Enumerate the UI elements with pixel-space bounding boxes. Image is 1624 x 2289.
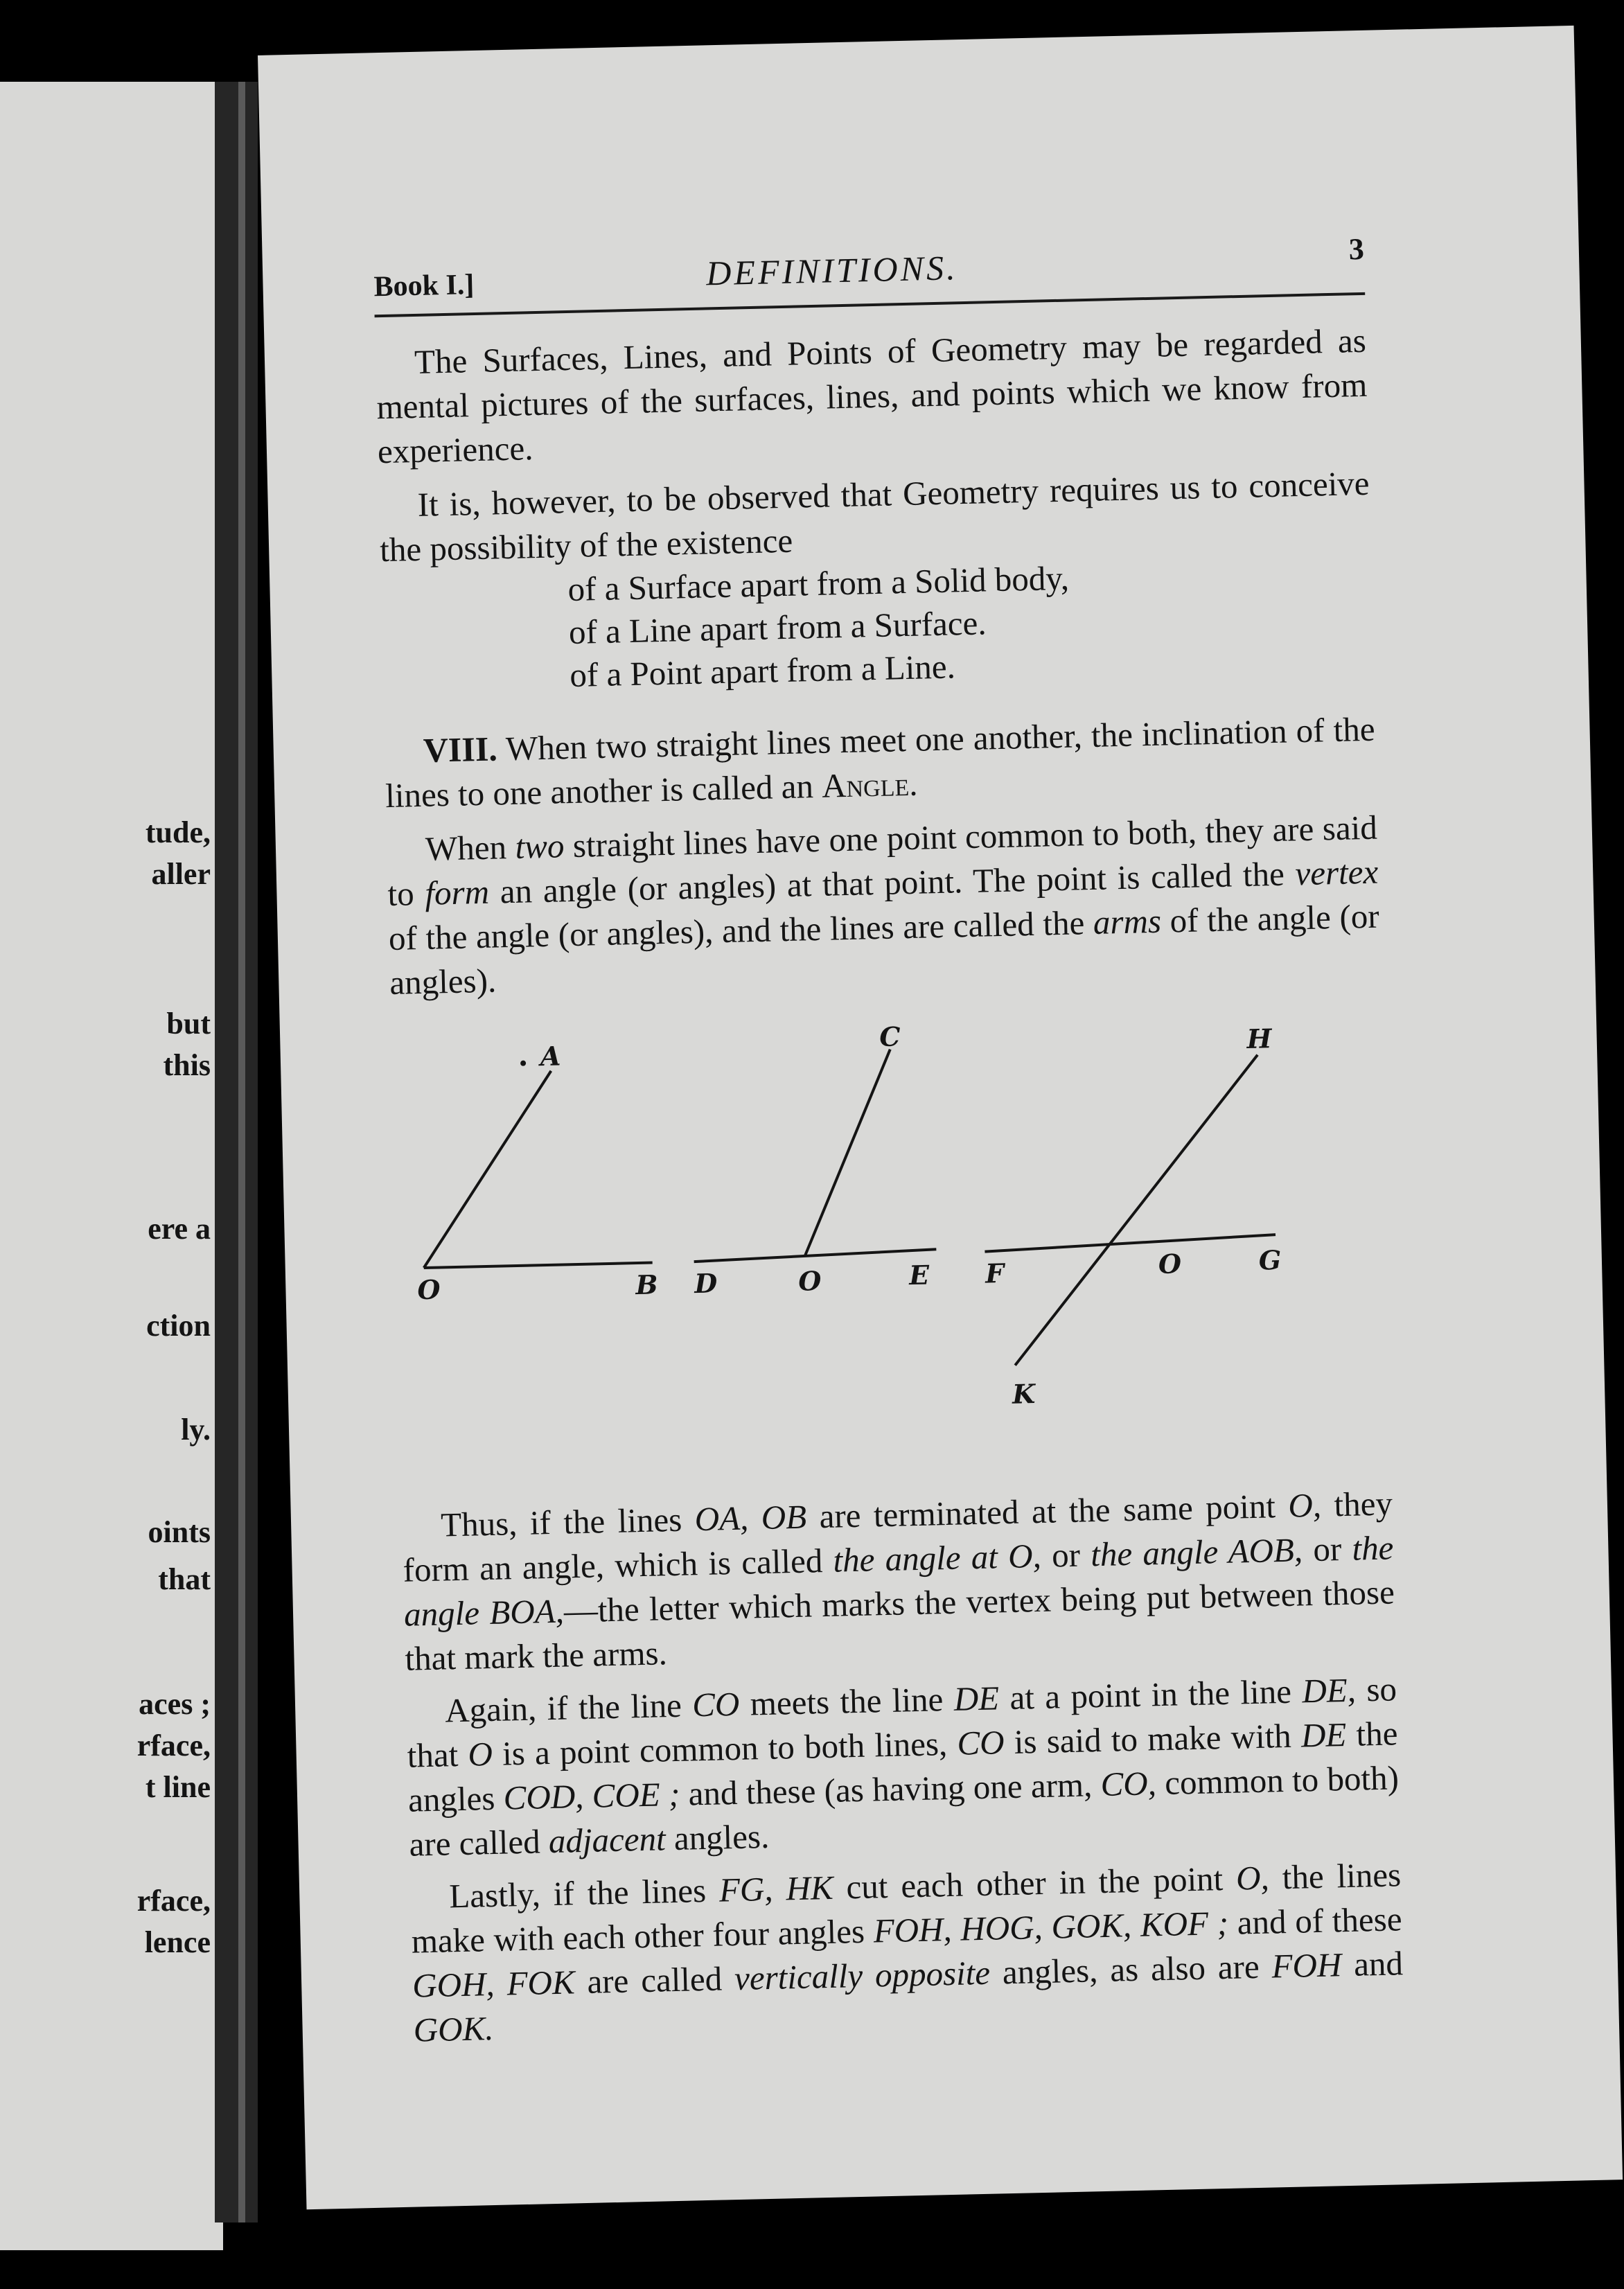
text-run: the lines make with each other four angles [411, 1855, 1402, 1961]
left-fragment: tude, [145, 815, 211, 849]
left-fragment: that [158, 1562, 211, 1596]
line-fg [985, 1235, 1276, 1252]
emphasis: vertex [1294, 852, 1379, 893]
angle-diagram [391, 1011, 1391, 1462]
emphasis: FOH [1271, 1945, 1342, 1986]
text-run: of the angle (or angles). [389, 896, 1380, 1002]
line-oa [419, 1071, 555, 1268]
label-o2: O [797, 1265, 822, 1297]
apart-line-surface: of a Surface apart from a Solid body, [567, 558, 1070, 609]
left-fragment: but [166, 1007, 211, 1041]
emphasis: O [467, 1734, 493, 1774]
apart-line-point: of a Point apart from a Line. [569, 647, 956, 695]
emphasis: the angle AOB, [1090, 1530, 1303, 1574]
definition-numeral: VIII. [423, 729, 498, 770]
emphasis: DE [953, 1679, 1000, 1718]
label-o3: O [1158, 1248, 1182, 1280]
emphasis: FOH, HOG, GOK, KOF ; [873, 1903, 1229, 1950]
emphasis: GOK. [413, 2009, 495, 2049]
emphasis: O, [1287, 1485, 1322, 1525]
line-de [694, 1249, 936, 1262]
left-fragment: ction [146, 1309, 211, 1343]
form-paragraph [386, 806, 1380, 1005]
text-run: at a point in the line [1009, 1672, 1292, 1717]
emphasis: the angle BOA, [403, 1528, 1394, 1634]
emphasis: FG, HK [718, 1868, 834, 1909]
label-e: E [908, 1259, 930, 1291]
text-run: Thus, if the lines [440, 1500, 682, 1544]
line-co [800, 1050, 895, 1257]
label-k: K [1012, 1378, 1036, 1410]
left-fragment: ly. [181, 1413, 211, 1447]
left-fragment: aces ; [139, 1687, 211, 1721]
text-run: common to both) are called [409, 1758, 1400, 1864]
page-title: DEFINITIONS. [705, 248, 959, 293]
definition-term: Angle [821, 764, 910, 805]
emphasis: form [424, 872, 490, 912]
left-fragment: oints [148, 1515, 211, 1549]
book-page [258, 26, 1623, 2209]
text-run: angles. [673, 1817, 770, 1858]
angle-figures [391, 1011, 1391, 1462]
definition-viii [384, 707, 1377, 818]
page-content [373, 231, 1405, 2053]
text-run: or [1051, 1535, 1081, 1575]
label-a: A [540, 1040, 561, 1072]
however-paragraph: It is, however, to be observed that Geometry requires us to conceive the possibility of the existence [379, 463, 1370, 569]
text-run: the angles [407, 1714, 1399, 1819]
text-run: are called [586, 1959, 723, 2001]
emphasis: GOH, FOK [412, 1963, 576, 2005]
definition-end: . [908, 764, 918, 803]
left-fragment: lence [144, 1925, 211, 1959]
label-d: D [694, 1267, 718, 1300]
line-hk [1008, 1055, 1264, 1366]
emphasis: CO [956, 1723, 1005, 1762]
left-fragment: this [163, 1048, 211, 1082]
label-h: H [1246, 1023, 1272, 1054]
line-ob [424, 1263, 653, 1268]
text-run: or [1312, 1530, 1342, 1568]
emphasis: COD, COE ; [503, 1774, 680, 1817]
text-run: is a point common to both lines, [502, 1724, 948, 1773]
definition-text: When two straight lines meet one another, the inclination of the lines to one another is called an [385, 709, 1376, 815]
text-run: an angle (or angles) at that point. The point is called the [500, 854, 1285, 911]
emphasis: two [514, 827, 565, 866]
emphasis: O, [1235, 1858, 1270, 1898]
label-g: G [1258, 1244, 1282, 1276]
left-fragment: rface, [136, 1729, 211, 1762]
emphasis: adjacent [548, 1819, 667, 1861]
book-gutter [215, 82, 258, 2222]
label-f: F [985, 1257, 1005, 1289]
emphasis: vertically opposite [734, 1953, 991, 1998]
apart-line-line: of a Line apart from a Surface. [568, 603, 987, 652]
text-run: —the letter which marks the vertex being put between those that mark the arms. [404, 1573, 1395, 1678]
label-o1: O [416, 1273, 441, 1306]
left-fragment: aller [151, 857, 211, 891]
emphasis: DE [1300, 1715, 1347, 1755]
book-label: Book I.] [373, 269, 475, 303]
text-run: Lastly, if the lines [448, 1871, 707, 1916]
lastly-paragraph [410, 1853, 1404, 2052]
text-run: is said to make with [1014, 1716, 1292, 1761]
left-fragment: ere a [148, 1212, 211, 1246]
label-c: C [879, 1020, 901, 1052]
text-run: they form an angle, which is called [403, 1484, 1393, 1589]
text-run: and of these [1237, 1900, 1403, 1942]
emphasis: the angle at O, [832, 1536, 1042, 1580]
emphasis: DE, [1301, 1670, 1357, 1711]
left-fragment: t line [145, 1770, 211, 1804]
intro-paragraph: The Surfaces, Lines, and Points of Geometry may be regarded as mental pictures of the surfaces, lines, and points which we know from experience. [376, 321, 1368, 471]
text-run: Again, if the line [444, 1686, 682, 1730]
text-run: and these (as having one arm, [688, 1765, 1093, 1813]
text-run: cut each other in the point [845, 1859, 1224, 1907]
text-run: and [1353, 1944, 1404, 1983]
text-run: straight lines have one point common to both, they are said to [387, 808, 1378, 914]
label-b: B [635, 1269, 659, 1301]
page-number: 3 [1348, 231, 1365, 267]
emphasis: OA, OB [694, 1497, 807, 1539]
stray-dot [520, 1061, 526, 1066]
emphasis: CO [691, 1684, 740, 1724]
gutter-edge [238, 82, 245, 2222]
text-run: When [425, 828, 507, 868]
text-run: are terminated at the same point [818, 1487, 1276, 1536]
text-run: so that [407, 1670, 1397, 1775]
emphasis: arms [1093, 901, 1162, 942]
text-run: angles, as also are [1002, 1947, 1260, 1992]
text-run: of the angle (or angles), and the lines are called the [388, 903, 1085, 958]
emphasis: CO, [1100, 1764, 1157, 1804]
again-paragraph [406, 1667, 1400, 1866]
text-run: meets the line [750, 1680, 944, 1723]
left-fragment: rface, [136, 1884, 211, 1918]
previous-page-strip [0, 82, 223, 2250]
thus-paragraph [401, 1481, 1395, 1681]
